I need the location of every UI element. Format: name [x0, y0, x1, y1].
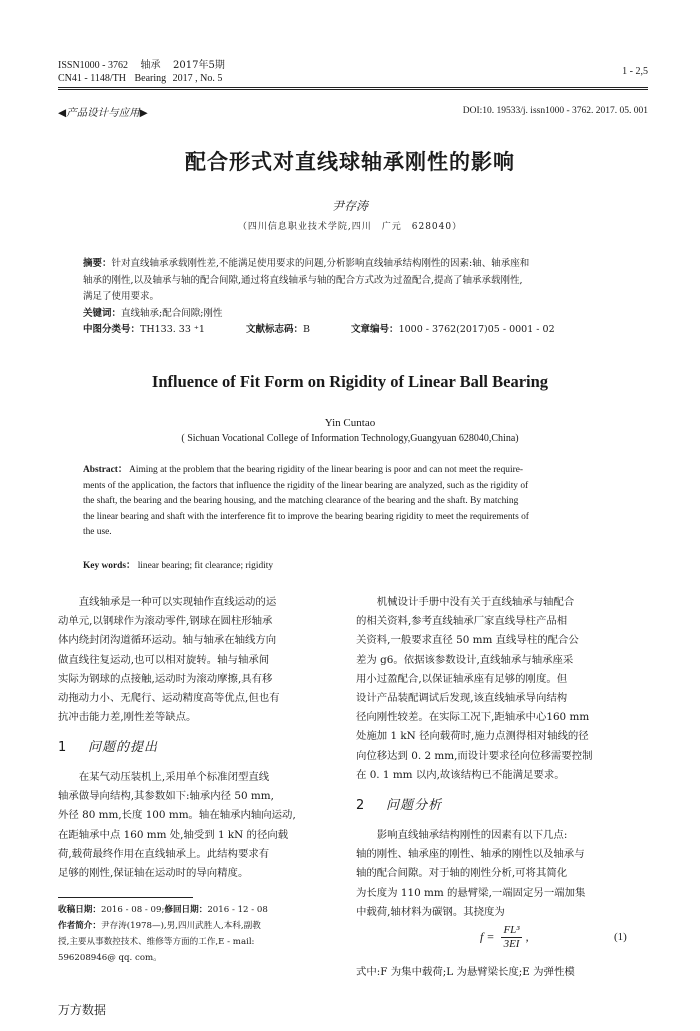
keywords-cn: 关键词：直线轴承;配合间隙;刚性 [83, 307, 223, 319]
text-line: 处施加 1 kN 径向载荷时,施力点测得相对轴线的径 [356, 730, 589, 743]
footnote-bio: 作者简介：尹存涛(1978—),男,四川武胜人,本科,副教 [58, 921, 261, 931]
abstract-cn-line: 轴承的刚性,以及轴承与轴的配合间隙,通过将直线轴承与轴的配合方式改为过盈配合,提高了轴承承载刚性, [83, 274, 523, 286]
text-line: 外径 80 mm,长度 100 mm。轴在轴承内轴向运动, [58, 809, 296, 822]
text-line: 抗冲击能力差,刚性差等缺点。 [58, 711, 197, 724]
equation-tail: , [525, 929, 529, 944]
cn-number: CN41 - 1148/TH [58, 73, 126, 84]
header-rule-top [58, 87, 648, 88]
abstract-en-line: the shaft, the bearing and the bearing housing, and the matching clearance of the bearing and the shaft. By matching [83, 496, 519, 507]
author-cn: 尹存涛 [331, 199, 368, 213]
left-column-intro [58, 593, 344, 727]
text-line: 机械设计手册中没有关于直线轴承与轴配合 [376, 596, 575, 608]
right-column-para2 [356, 826, 644, 922]
issue-cn: 2017年5期 [173, 60, 225, 71]
footer-watermark: 万方数据 [58, 1003, 107, 1017]
keywords-en: Key words： linear bearing; fit clearance; rigidity [83, 561, 274, 571]
section-heading-1 [58, 736, 158, 755]
doi: DOI:10. 19533/j. issn1000 - 3762. 2017. 05. 001 [462, 106, 648, 116]
text-line: 轴的刚性、轴承座的刚性、轴承的刚性以及轴承与 [356, 848, 585, 861]
equation-number: (1) [614, 931, 627, 943]
text-line: 关资料,一般要求直径 50 mm 直线导柱的配合公 [356, 634, 579, 647]
text-line: 差为 g6。依据该参数设计,直线轴承与轴承座采 [356, 653, 574, 666]
keywords-cn-label: 关键词： [83, 307, 122, 319]
text-line: 在某气动压装机上,采用单个标准闭型直线 [78, 771, 270, 783]
abstract-cn [83, 256, 629, 339]
text-line: 直线轴承是一种可以实现轴作直线运动的运 [78, 596, 277, 608]
title-en: Influence of Fit Form on Rigidity of Linear Ball Bearing [151, 372, 549, 391]
equation-fraction [501, 924, 521, 951]
column-tag: ◀产品设计与应用▶ [58, 107, 148, 119]
text-line: 在 0. 1 mm 以内,故该结构已不能满足要求。 [356, 768, 565, 781]
footnote [58, 902, 344, 966]
issue-en: 2017 , No. 5 [172, 73, 223, 84]
affiliation-en: ( Sichuan Vocational College of Information Technology,Guangyuan 628040,China) [181, 433, 519, 444]
text-line: 做直线往复运动,也可以相对旋转。轴与轴承间 [58, 653, 270, 666]
text-line: 中载荷,轴材料为碳钢。其挠度为 [356, 905, 505, 918]
article-number: 1000 - 3762(2017)05 - 0001 - 02 [398, 324, 555, 335]
text-line: 轴的配合间隙。对于轴的刚性分析,可将其简化 [356, 867, 568, 880]
page-range: 1 - 2,5 [622, 66, 648, 77]
abstract-en-line: ments of the application, the factors that influence the rigidity of the linear bearing are analyzed, such as the rigidity of [83, 480, 529, 491]
section-title: 问题分析 [386, 798, 443, 813]
equation-numerator: FL³ [503, 924, 520, 936]
section-number: 2 [356, 798, 366, 813]
text-line: 动拖动力小、无爬行、运动精度高等优点,但也有 [58, 692, 280, 705]
abstract-en-line: the use. [83, 527, 112, 538]
classification-line: 中图分类号：TH133. 33 ⁺1 文献标志码：B 文章编号：1000 - 3762(2017)05 - 0001 - 02 [83, 324, 555, 335]
doc-code: B [303, 324, 311, 335]
clc-number: TH133. 33 ⁺1 [140, 324, 205, 335]
text-line: 用小过盈配合,以保证轴承座有足够的刚度。但 [356, 672, 568, 685]
text-line: 影响直线轴承结构刚性的因素有以下几点: [376, 829, 568, 841]
section-number: 1 [58, 740, 68, 755]
text-line: 足够的刚性,保证轴在运动时的导向精度。 [58, 867, 249, 880]
text-line: 轴承做导向结构,其参数如下:轴承内径 50 mm, [58, 790, 274, 803]
text-line: 在距轴承中点 160 mm 处,轴受到 1 kN 的径向载 [58, 828, 289, 841]
text-line: 体内绕封闭沟道循环运动。轴与轴承在轴线方向 [58, 634, 277, 647]
left-column-section1 [58, 768, 344, 883]
abstract-cn-line: 摘要：针对直线轴承承载刚性差,不能满足使用要求的问题,分析影响直线轴承结构刚性的因素:轴、轴承座和 [83, 258, 530, 269]
abstract-en [83, 463, 629, 541]
text-line: 为长度为 110 mm 的悬臂梁,一端固定另一端加集 [356, 886, 586, 899]
page-title: 配合形式对直线球轴承刚性的影响 [185, 150, 515, 174]
text-line: 向位移达到 0. 2 mm,而设计要求径向位移需要控制 [356, 749, 593, 762]
section-heading-2 [356, 794, 442, 813]
text-line: 径向刚性较差。在实际工况下,距轴承中心160 mm [356, 711, 590, 724]
abstract-en-line: the linear bearing and shaft with the interference fit to improve the bearing bearing rigidity to meet the requirements of [83, 511, 529, 522]
footnote-bio: 596208946@ qq. com。 [58, 953, 162, 963]
affiliation-cn: （四川信息职业技术学院,四川 广元 628040） [237, 222, 463, 232]
abstract-en-label: Abstract： [83, 465, 128, 475]
equation-denominator: 3EI [503, 938, 520, 950]
keywords-en-label: Key words： [83, 561, 136, 571]
section-title: 问题的提出 [88, 740, 159, 755]
text-line: 动单元,以钢球作为滚动零件,钢球在圆柱形轴承 [58, 615, 273, 628]
text-line: 实际为钢球的点接触,运动时为滚动摩擦,具有移 [58, 672, 273, 685]
footnote-bio: 授,主要从事数控技术、维修等方面的工作,E - mail: [58, 937, 255, 947]
abstract-en-line: Abstract： Aiming at the problem that the bearing rigidity of the linear bearing is poor and can not meet the require- [83, 465, 523, 475]
journal-cn: 轴承 [140, 60, 161, 71]
footnote-dates: 收稿日期：2016 - 08 - 09;修回日期：2016 - 12 - 08 [58, 905, 268, 915]
right-column-last-line: 式中:F 为集中载荷;L 为悬臂梁长度;E 为弹性模 [356, 966, 575, 978]
text-line: 设计产品装配调试后发现,该直线轴承导向结构 [356, 692, 568, 705]
header-line-2 [58, 73, 222, 85]
issn: ISSN1000 - 3762 [58, 60, 129, 71]
text-line: 荷,载荷最终作用在直线轴承上。此结构要求有 [58, 847, 270, 860]
abstract-cn-line: 满足了使用要求。 [83, 291, 160, 302]
author-en: Yin Cuntao [324, 417, 376, 429]
equation-lhs: f = [480, 929, 495, 944]
right-column-para1 [356, 593, 644, 785]
abstract-cn-label: 摘要： [83, 258, 112, 269]
text-line: 的相关资料,参考直线轴承厂家直线导柱产品相 [356, 615, 568, 628]
header-rule-bottom [58, 89, 648, 90]
header-line-1 [58, 60, 225, 72]
footnote-rule [58, 897, 193, 898]
journal-en: Bearing [134, 73, 167, 84]
equation-1 [480, 924, 529, 951]
